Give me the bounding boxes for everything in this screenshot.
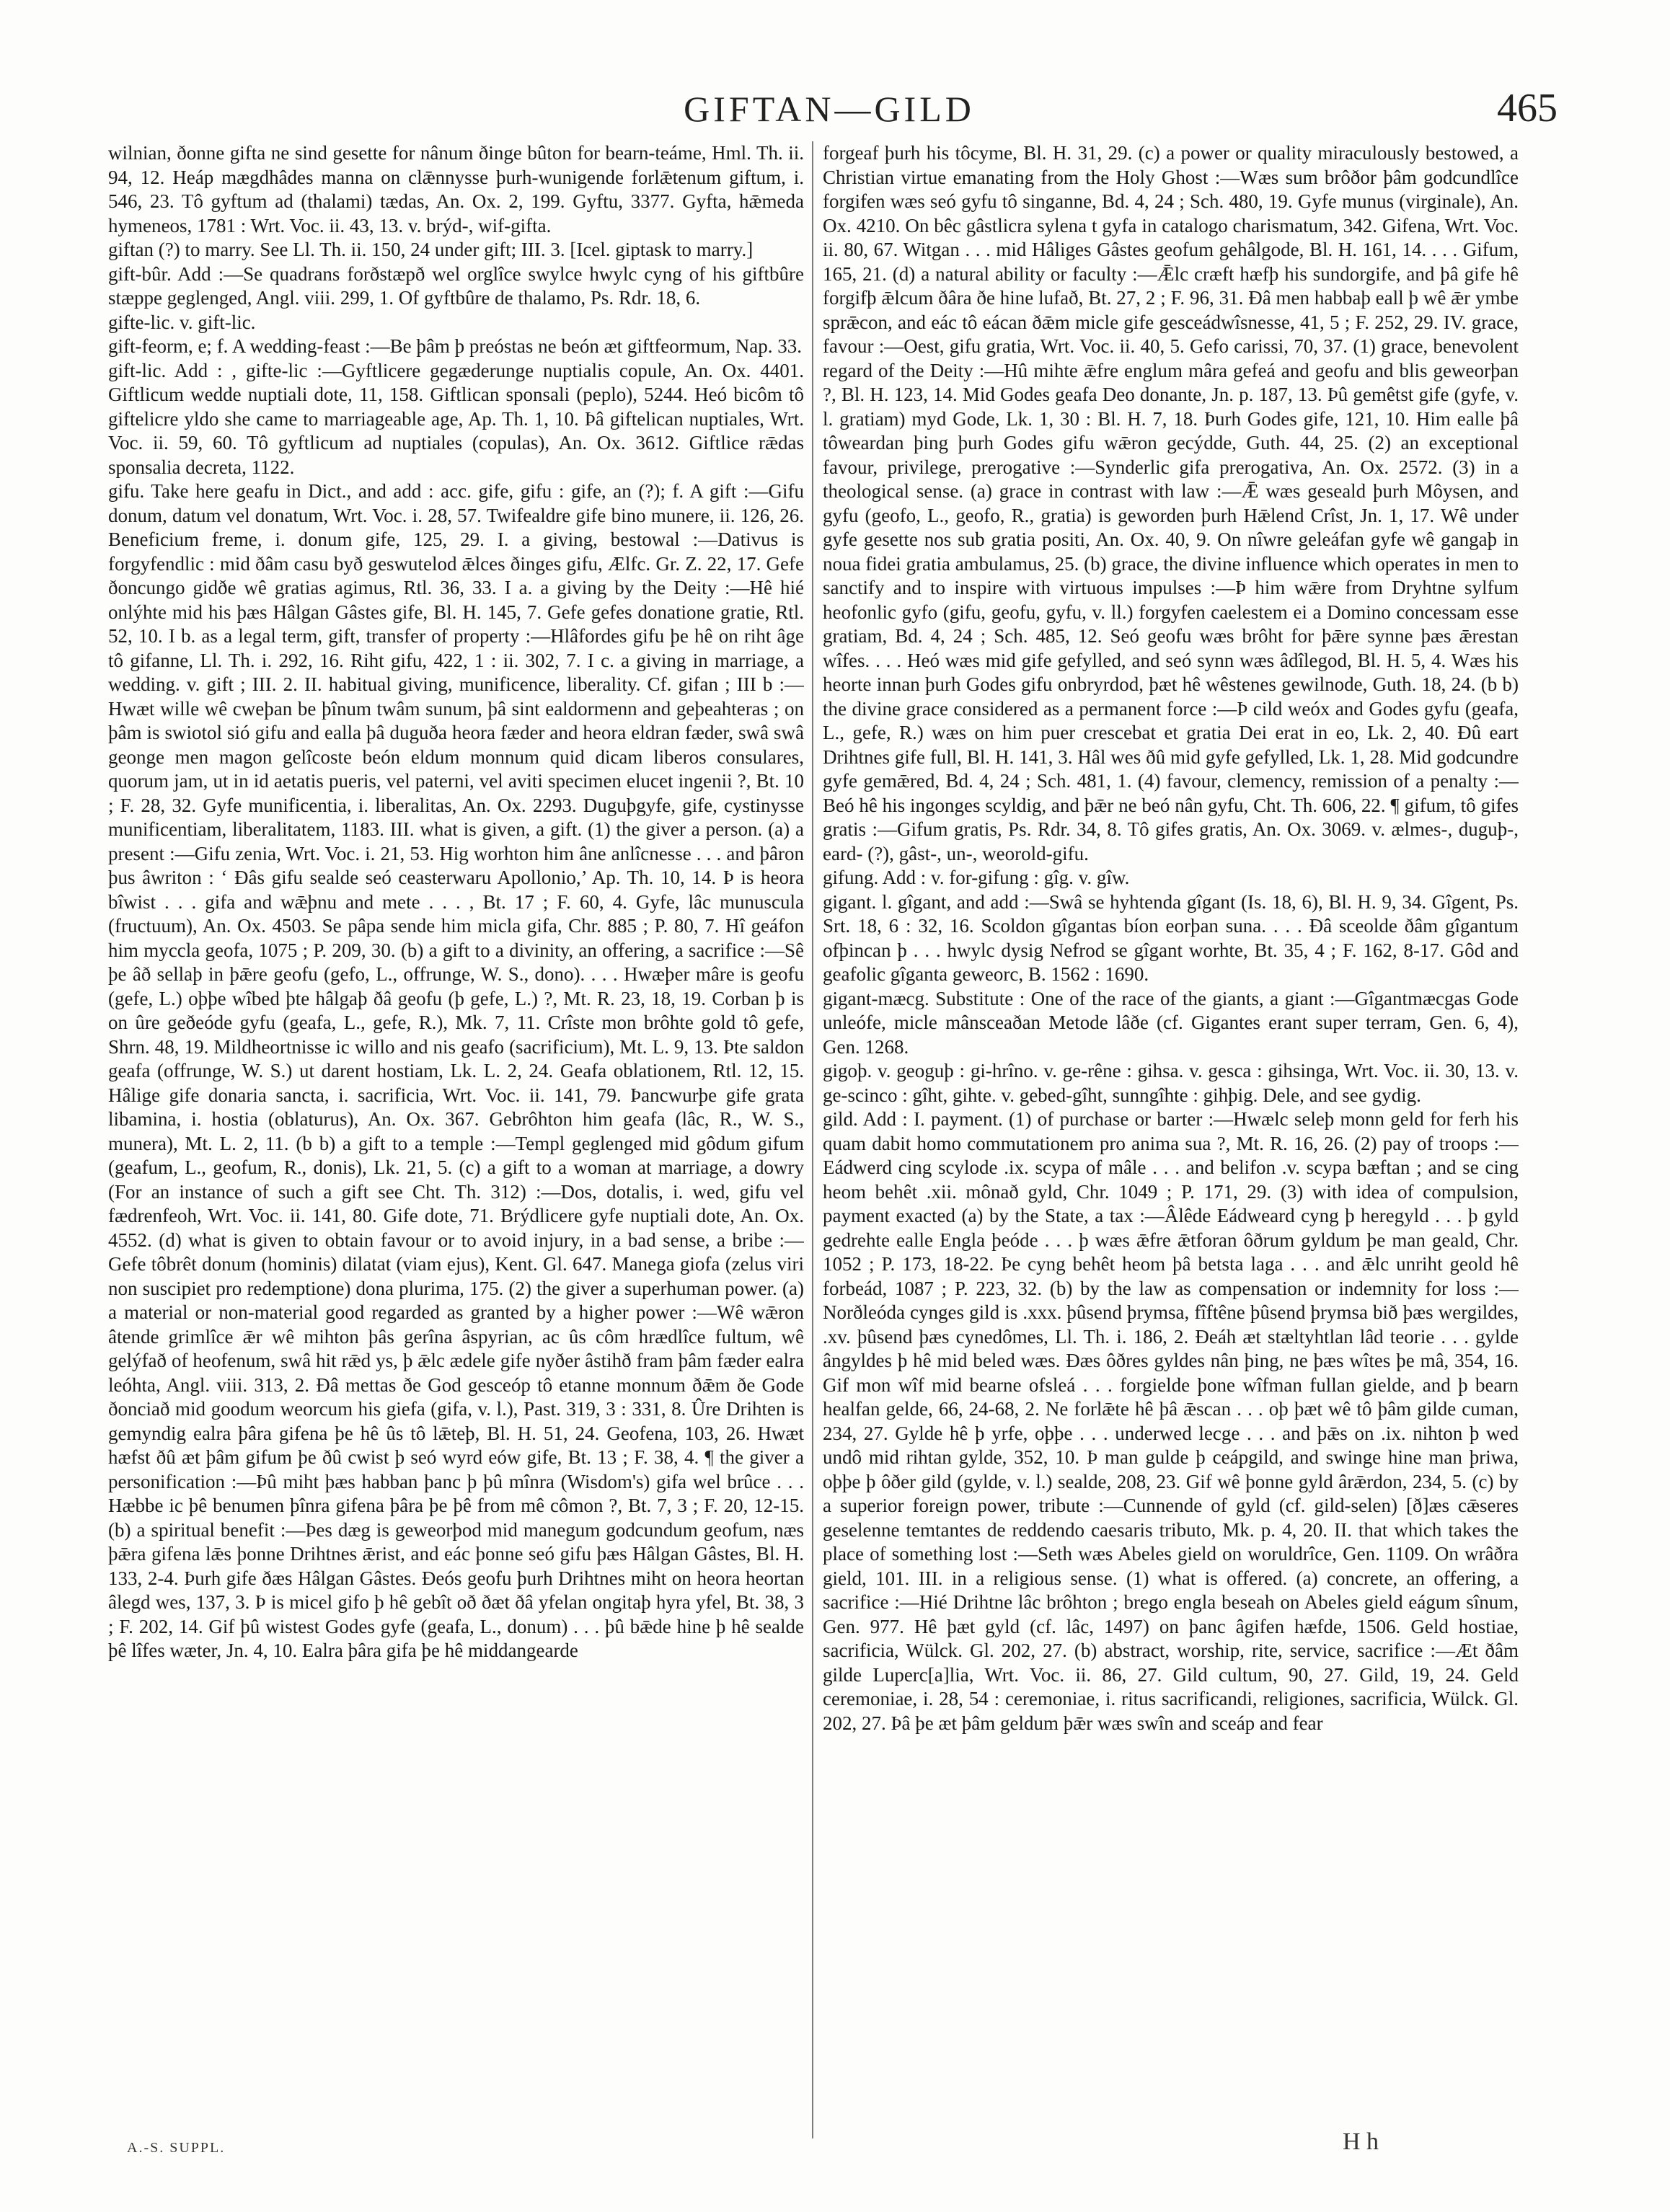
entry-gifte-lic: gifte-lic. v. gift-lic. <box>108 311 256 333</box>
running-head <box>101 85 1558 150</box>
signature-mark: A.-S. SUPPL. <box>127 2140 226 2156</box>
entry-gigant-maecg: gigant-mæcg. Substitute : One of the race of the giants, a giant :—Gîgantmæcgas Gode unleófe, micle mânsceaðan Metode lâðe (cf. Gigantes erant super terram, Gen. 6, 4), Gen. 1268. <box>823 987 1519 1058</box>
page-number: 465 <box>1497 86 1558 130</box>
page-title: GIFTAN—GILD <box>684 89 975 129</box>
entry-gifu: gifu. Take here geafu in Dict., and add : acc. gife, gifu : gife, an (?); f. A gift :—Gifu donum, datum vel donatum, Wrt. Voc. i. 28, 57. Twifealdre gife bino munere, ii. 126, 26. Beneficium freme, i. donum gife, 125, 29. I. a giving, bestowal :—Dativus is forgyfendlic : mid ðâm casu byð geswutelod ǣlces ðinges gifu, Ælfc. Gr. Z. 22, 17. Gefe ðoncungo gidðe wê gratias agimus, Rtl. 36, 33. I a. a giving by the Deity :—Hê hié onlýhte mid his þæs Hâlgan Gâstes gife, Bl. H. 145, 7. Gefe gefes donatione gratie, Rtl. 52, 10. I b. as a legal term, gift, transfer of property :—Hlâfordes gifu þe hê on riht âge tô gifanne, Ll. Th. i. 292, 16. Riht gifu, 422, 1 : ii. 302, 7. I c. a giving in marriage, a wedding. v. gift ; III. 2. II. habitual giving, munificence, liberality. Cf. gifan ; III b :—Hwæt wille wê cweþan be þînum twâm sunum, þâ sint ealdormenn and geþeahteras ; on þâm is swiotol sió gifu and ealla þâ duguða heora fæder and heora eldran fæder, swâ swâ geonge men magon gelîcoste beón eldum monnum quid dicam liberos consulares, quorum jam, ut in id aetatis pueris, vel paterni, vel aviti specimen elucet ingenii ?, Bt. 10 ; F. 28, 32. Gyfe munificentia, i. liberalitas, An. Ox. 2293. Duguþgyfe, gife, cystinysse munificentiam, liberalitatem, 1183. III. what is given, a gift. (1) the giver a person. (a) a present :—Gifu zenia, Wrt. Voc. i. 21, 53. Hig worhton him âne anlîcnesse . . . and þâron þus âwriton : ‘ Ðâs gifu sealde seó ceasterwaru Apollonio,’ Ap. Th. 10, 14. Þ is heora bîwist . . . gifa and wǣþnu and mete . . . , Bt. 17 ; F. 60, 4. Gyfe, lâc munuscula (fructuum), An. Ox. 4503. Se pâpa sende him micla gifa, Chr. 885 ; P. 80, 7. Hî geáfon him myccla geofa, 1075 ; P. 209, 30. (b) a gift to a divinity, an offering, a sacrifice :—Sê þe âð sellaþ in þǣre geofu (gefo, L., offrunge, W. S., dono). . . . Hwæþer mâre is geofu (gefe, L.) oþþe wîbed þte hâlgaþ ðâ geofu (þ gefe, L.) ?, Mt. R. 23, 18, 19. Corban þ is on ûre geðeóde gyfu (geafa, L., gefe, R.), Mk. 7, 11. Crîste mon brôhte gold tô gefe, Shrn. 48, 19. Mildheortnisse ic willo and nis geafo (sacrificium), Mt. L. 9, 13. Þte saldon geafa (offrunge, W. S.) ut darent hostiam, Lk. L. 2, 24. Geafa oblationem, Rtl. 12, 15. Hâlige gife donaria sancta, i. sacrificia, Wrt. Voc. ii. 141, 79. Þancwurþe gife grata libamina, i. hostia (oblaturus), An. Ox. 367. Gebrôhton him geafa (lâc, R., W. S., munera), Mt. L. 2, 11. (b b) a gift to a temple :—Templ geglenged mid gôdum gifum (geafum, L., geofum, R., donis), Lk. 21, 5. (c) a gift to a woman at marriage, a dowry (For an instance of such a gift see Cht. Th. 312) :—Dos, dotalis, i. wed, gifu vel fædrenfeoh, Wrt. Voc. ii. 141, 80. Gife dote, 71. Brýdlicere gyfe nuptiali dote, An. Ox. 4552. (d) what is given to obtain favour or to avoid injury, in a bad sense, a bribe :—Gefe tôbrêt donum (hominis) dilatat (viam ejus), Kent. Gl. 647. Manega giofa (zelus viri non suscipiet pro redemptione) dona plurima, 175. (2) the giver a superhuman power. (a) a material or non-material good regarded as granted by a higher power :—Wê wǣron âtende grimlîce ǣr wê mihton þâs gerîna âspyrian, ac ûs côm hrædlîce fultum, wê gelýfað of heofenum, swâ hit rǣd ys, þ ǣlc ædele gife nyðer âstihð fram þâm fæder ealra leóhta, Angl. viii. 313, 2. Ðâ mettas ðe God gesceóp tô etanne monnum ðǣm ðe Gode ðonciað mid goodum weorcum his giefa (gifa, v. l.), Past. 319, 3 : 331, 8. Ûre Drihten is gemyndig ealra þâra gifena þe hê ûs tô lǣteþ, Bl. H. 51, 24. Geofena, 103, 26. Hwæt hæfst ðû æt þâm gifum þe ðû cwist þ seó wyrd eów gife, Bt. 13 ; F. 38, 4. ¶ the giver a personification :—Þû miht þæs habban þanc þ þû mînra (Wisdom's) gifa wel brûce . . . Hæbbe ic þê benumen þînra gifena þâra þe þê from mê cômon ?, Bt. 7, 3 ; F. 20, 12-15. (b) a spiritual benefit :—Þes dæg is geweorþod mid manegum godcundum geofum, næs þǣra gifena lǣs þonne Drihtnes ǣrist, and eác þonne seó gifu þæs Hâlgan Gâstes, Bl. H. 133, 2-4. Þurh gife ðæs Hâlgan Gâstes. Ðeós geofu þurh Drihtnes miht on heora heortan âlegd wes, 137, 3. Þ is micel gifo þ hê gebît oð ðæt ðâ yfelan ongitaþ hyra yfel, Bt. 38, 3 ; F. 202, 14. Gif þû wistest Godes gyfe (geafa, L., donum) . . . þû bǣde hine þ hê sealde þê lîfes wæter, Jn. 4, 10. Ealra þâra gifa þe hê middangearde <box>108 480 804 1661</box>
gathering-signature: H h <box>1343 2128 1379 2155</box>
column-divider <box>812 141 813 2138</box>
entry-gift-lic: gift-lic. Add : , gifte-lic :—Gyftlicere gegæderunge nuptialis copule, An. Ox. 4401. Giftlicum wedde nuptiali dote, 11, 158. Giftlican sponsali (peplo), 5244. Heó bicôm tô giftelicre yldo she came to marriageable age, Ap. Th. 1, 10. Þâ giftelican nuptiales, Wrt. Voc. ii. 59, 60. Tô gyftlicum ad nuptiales (copulas), An. Ox. 3612. Giftlice rǣdas sponsalia decreta, 1122. <box>108 359 804 478</box>
entry-gifu-cont: forgeaf þurh his tôcyme, Bl. H. 31, 29. (c) a power or quality miraculously bestowed, a Christian virtue emanating from the Holy Ghost :—Wæs sum brôðor þâm godcundlîce forgifen wæs seó gyfu tô singanne, Bd. 4, 24 ; Sch. 480, 19. Gyfe munus (virginale), An. Ox. 4210. On bêc gâstlicra sylena t gyfa in catalogo charismatum, 342. Gifena, Wrt. Voc. ii. 80, 67. Witgan . . . mid Hâliges Gâstes geofum gehâlgode, Bl. H. 161, 14. . . . Gifum, 165, 21. (d) a natural ability or faculty :—Ǣlc cræft hæfþ his sundorgife, and þâ gife hê forgifþ ǣlcum ðâra ðe hine lufað, Bt. 27, 2 ; F. 96, 31. Ðâ men habbaþ eall þ wê ǣr ymbe sprǣcon, and eác tô eácan ðǣm micle gife gesceádwîsnesse, 41, 5 ; F. 252, 29. IV. grace, favour :—Oest, gifu gratia, Wrt. Voc. ii. 40, 5. Gefo carissi, 70, 37. (1) grace, benevolent regard of the Deity :—Hû mihte ǣfre englum mâra gefeá and geofu and blis geweorþan ?, Bl. H. 123, 14. Mid Godes geafa Deo donante, Jn. p. 187, 13. Þû gemêtst gife (gyfe, v. l. gratiam) myd Gode, Lk. 1, 30 : Bl. H. 7, 18. Þurh Godes gife, 121, 10. Him ealle þâ tôweardan þing þurh Godes gifu wǣron gecýdde, Guth. 44, 25. (2) an exceptional favour, privilege, prerogative :—Synderlic gifa prerogativa, An. Ox. 2572. (3) in a theological sense. (a) grace in contrast with law :—Ǣ wæs geseald þurh Môysen, and gyfu (geofo, L., geofo, R., gratia) is geworden þurh Hǣlend Crîst, Jn. 1, 17. Wê under gyfe gesette nos sub gratia positi, An. Ox. 40, 9. On nîwre geleáfan gyfe wê gangaþ in noua fidei gratia ambulamus, 25. (b) grace, the divine influence which operates in men to sanctify and to inspire with virtuous impulses :—Þ him wǣre from Dryhtne sylfum heofonlic gyfo (gifu, geofu, gyfu, v. ll.) forgyfen caelestem ei a Domino concessam esse gratiam, Bd. 4, 24 ; Sch. 485, 12. Seó geofu wæs brôht for þǣre synne þæs ǣrestan wîfes. . . . Heó wæs mid gife gefylled, and seó synn wæs âdîlegod, Bl. H. 5, 4. Wæs his heorte innan þurh Godes gifu onbryrdod, þæt hê wêstenes gewilnode, Guth. 18, 24. (b b) the divine grace considered as a permanent force :—Þ cild weóx and Godes gyfu (geafa, L., gefe, R.) wæs on him puer crescebat et gratia Dei erat in eo, Lk. 2, 40. Ðû eart Drihtnes gife full, Bl. H. 141, 3. Hâl wes ðû mid gyfe gefylled, Lk. 1, 28. Mid godcundre gyfe gemǣred, Bd. 4, 24 ; Sch. 481, 1. (4) favour, clemency, remission of a penalty :—Beó hê his ingonges scyldig, and þǣr ne beó nân gyfu, Cht. Th. 606, 22. ¶ gifum, tô gifes gratis :—Gifum gratis, Ps. Rdr. 34, 8. Tô gifes gratis, An. Ox. 3069. v. ælmes-, duguþ-, eard- (?), gâst-, un-, weorold-gifu. <box>823 142 1519 864</box>
left-column <box>108 141 804 2117</box>
entry-gift-bur: gift-bûr. Add :—Se quadrans forðstæpð wel orglîce swylce hwylc cyng of his giftbûre stæppe geglenged, Angl. viii. 299, 1. Of gyftbûre de thalamo, Ps. Rdr. 18, 6. <box>108 262 804 309</box>
entry-gifta-cont: wilnian, ðonne gifta ne sind gesette for nânum ðinge bûton for bearn-teáme, Hml. Th. ii. 94, 12. Heáp mægdhâdes manna on clǣnnysse þurh-wunigende forlǣtenum giftum, i. 546, 23. Tô gyftum ad (thalami) tædas, An. Ox. 2, 199. Gyftu, 3377. Gyfta, hǣmeda hymeneos, 1781 : Wrt. Voc. ii. 43, 13. v. brýd-, wif-gifta. <box>108 142 804 236</box>
right-column <box>823 141 1519 2117</box>
entry-giftan: giftan (?) to marry. See Ll. Th. ii. 150, 24 under gift; III. 3. [Icel. giptask to marry.] <box>108 239 754 260</box>
entry-gigoth: gigoþ. v. geoguþ : gi-hrîno. v. ge-rêne : gihsa. v. gesca : gihsinga, Wrt. Voc. ii. 30, 13. v. ge-scinco : gîht, gihte. v. gebed-gîht, sunngîhte : gihþig. Dele, and see gydig. <box>823 1060 1519 1106</box>
entry-gifung: gifung. Add : v. for-gifung : gîg. v. gîw. <box>823 867 1130 888</box>
entry-gigant: gigant. l. gîgant, and add :—Swâ se hyhtenda gîgant (Is. 18, 6), Bl. H. 9, 34. Gîgent, Ps. Srt. 18, 6 : 32, 16. Scoldon gîgantas bíon eorþan suna. . . . Ðâ sceolde ðâm gîgantum ofþincan þ . . . hwylc dysig Nefrod se gîgant worhte, Bt. 35, 4 ; F. 162, 8-17. Gôd and geafolic gîganta geweorc, B. 1562 : 1690. <box>823 890 1519 985</box>
entry-gift-feorm: gift-feorm, e; f. A wedding-feast :—Be þâm þ preóstas ne beón æt giftfeormum, Nap. 33. <box>108 335 803 357</box>
entry-gild: gild. Add : I. payment. (1) of purchase or barter :—Hwælc seleþ monn geld for ferh his quam dabit homo commutationem pro anima sua ?, Mt. R. 16, 26. (2) pay of troops :—Eádwerd cing scylode .ix. scypa of mâle . . . and belifon .v. scypa bæftan ; and se cing heom behêt .xii. mônað gyld, Chr. 1049 ; P. 171, 29. (3) with idea of compulsion, payment exacted (a) by the State, a tax :—Âlêde Eádweard cyng þ heregyld . . . þ gyld gedrehte ealle Engla þeóde . . . þ wæs ǣfre ǣtforan ôðrum gyldum þe man geald, Chr. 1052 ; P. 173, 18-22. Þe cyng behêt heom þâ betsta laga . . . and ǣlc unriht geold hê forbeád, 1087 ; P. 223, 32. (b) by the law as compensation or indemnity for loss :—Norðleóda cynges gild is .xxx. þûsend þrymsa, fîftêne þûsend þrymsa bið þæs wergildes, .xv. þûsend þæs cynedômes, Ll. Th. i. 186, 2. Ðeáh æt stæltyhtlan lâd teorie . . . gylde ângyldes þ hê mid beled wæs. Ðæs ôðres gyldes nân þing, ne þæs wîtes þe mâ, 354, 16. Gif mon wîf mid bearne ofsleá . . . forgielde þone wîfman fullan gielde, and þ bearn healfan gelde, 66, 24-68, 2. Ne forlǣte hê þâ ǣscan . . . oþ þæt wê tô þâm gilde cuman, 234, 27. Gylde hê þ yrfe, oþþe . . . underwed lecge . . . and þǣs on .ix. nihton þ wed undô mid rihtan gylde, 352, 10. Þ man gulde þ ceápgild, and swinge hine man þriwa, oþþe þ ôðer gild (gylde, v. l.) sealde, 208, 23. Gif wê þonne gyld ârǣrdon, 234, 5. (c) by a superior foreign power, tribute :—Cunnende of gyld (cf. gild-selen) [ð]æs cǣseres geselenne temtantes de reddendo caesaris tributo, Mk. p. 4, 20. II. that which takes the place of something lost :—Seth wæs Abeles gield on woruldrîce, Gen. 1109. On wrâðra gield, 101. III. in a religious sense. (1) what is offered. (a) concrete, an offering, a sacrifice :—Hié Drihtne lâc brôhton ; brego engla beseah on Abeles gield eágum sînum, Gen. 977. Hê þæt gyld (cf. lâc, 1497) on þanc âgifen hæfde, 1506. Geld hostiae, sacrificia, Wülck. Gl. 202, 27. (b) abstract, worship, rite, service, sacrifice :—Æt ðâm gilde Luperc[a]lia, Wrt. Voc. ii. 86, 27. Gild cultum, 90, 27. Gild, 19, 24. Geld ceremoniae, i. 28, 54 : ceremoniae, i. ritus sacrificandi, religiones, sacrificia, Wülck. Gl. 202, 27. Þâ þe æt þâm geldum þǣr wæs swîn and sceáp and fear <box>823 1108 1519 1734</box>
